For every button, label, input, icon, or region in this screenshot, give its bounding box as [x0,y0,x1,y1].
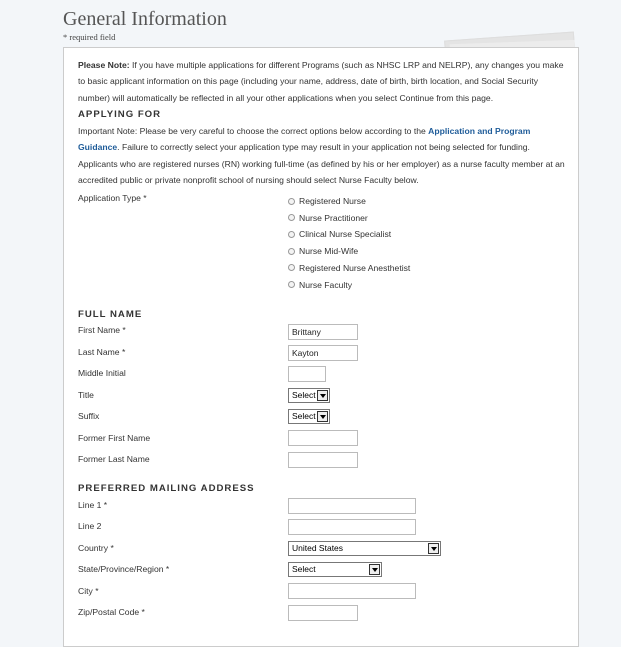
first-name-label: First Name * [78,325,126,335]
city-label: City * [78,586,99,596]
former-first-input[interactable] [288,430,358,446]
page-title: General Information [63,8,227,30]
chevron-down-icon [317,411,328,422]
radio-label: Nurse Faculty [299,279,353,290]
radio-option[interactable] [288,263,410,273]
radio-label: Registered Nurse [299,196,366,206]
middle-initial-label: Middle Initial [78,368,126,378]
chevron-down-icon [317,390,328,401]
radio-option[interactable] [288,229,391,239]
radio-label: Registered Nurse Anesthetist [299,262,411,273]
form-panel [63,47,579,647]
suffix-select[interactable]: Select [288,409,330,424]
radio-option[interactable] [288,246,358,256]
line2-label: Line 2 [78,521,102,531]
city-input[interactable] [288,583,416,599]
state-select[interactable]: Select [288,562,382,577]
middle-initial-input[interactable] [288,366,326,382]
radio-option[interactable] [288,196,366,206]
rn-note: Applicants who are registered nurses (RN) working full-time (as defined by his or her employer) as a nurse faculty member at an accredited public or private nonprofit school of nursing should select Nurse Faculty below. [78,159,565,186]
former-last-input[interactable] [288,452,358,468]
line1-label: Line 1 * [78,500,108,510]
radio-icon[interactable] [288,231,295,238]
guidance-link[interactable]: Application and Program Guidance [78,126,531,153]
radio-icon[interactable] [288,198,295,205]
first-name-input[interactable]: Brittany [288,324,358,340]
application-type-label: Application Type * [78,193,147,203]
last-name-input[interactable]: Kayton [288,345,358,361]
zip-label: Zip/Postal Code * [78,607,145,617]
suffix-label: Suffix [78,411,100,421]
country-select[interactable]: United States [288,541,441,556]
mailing-address-heading: PREFERRED MAILING ADDRESS [78,483,255,494]
radio-option[interactable] [288,280,352,290]
applying-for-heading: APPLYING FOR [78,109,162,120]
radio-icon[interactable] [288,248,295,255]
title-select[interactable]: Select [288,388,330,403]
important-note: Important Note: Please be very careful to choose the correct options below according to the Application and Program Guidance. Failure to correctly select your application type may result in your application not being selected for funding. [78,126,531,153]
line1-input[interactable] [288,498,416,514]
full-name-heading: FULL NAME [78,309,143,320]
radio-label: Nurse Practitioner [299,212,368,223]
last-name-label: Last Name * [78,347,126,357]
radio-label: Clinical Nurse Specialist [299,229,392,240]
radio-icon[interactable] [288,214,295,221]
former-first-label: Former First Name [78,433,151,443]
required-note: * required field [63,32,116,42]
radio-icon[interactable] [288,264,295,271]
please-note: Please Note: If you have multiple applications for different Programs (such as NHSC LRP and NELRP), any changes you make to basic applicant information on this page (including your name, address, date of birth, birth location, and Social Security number) will automatically be reflected in all your other applications when you select Continue from this page. [78,60,564,103]
zip-input[interactable] [288,605,358,621]
radio-icon[interactable] [288,281,295,288]
line2-input[interactable] [288,519,416,535]
state-label: State/Province/Region * [78,564,170,574]
radio-label: Nurse Mid-Wife [299,246,359,257]
title-label: Title [78,390,94,400]
country-label: Country * [78,543,114,553]
radio-option[interactable] [288,213,368,223]
chevron-down-icon [428,543,439,554]
former-last-label: Former Last Name [78,454,150,464]
chevron-down-icon [369,564,380,575]
